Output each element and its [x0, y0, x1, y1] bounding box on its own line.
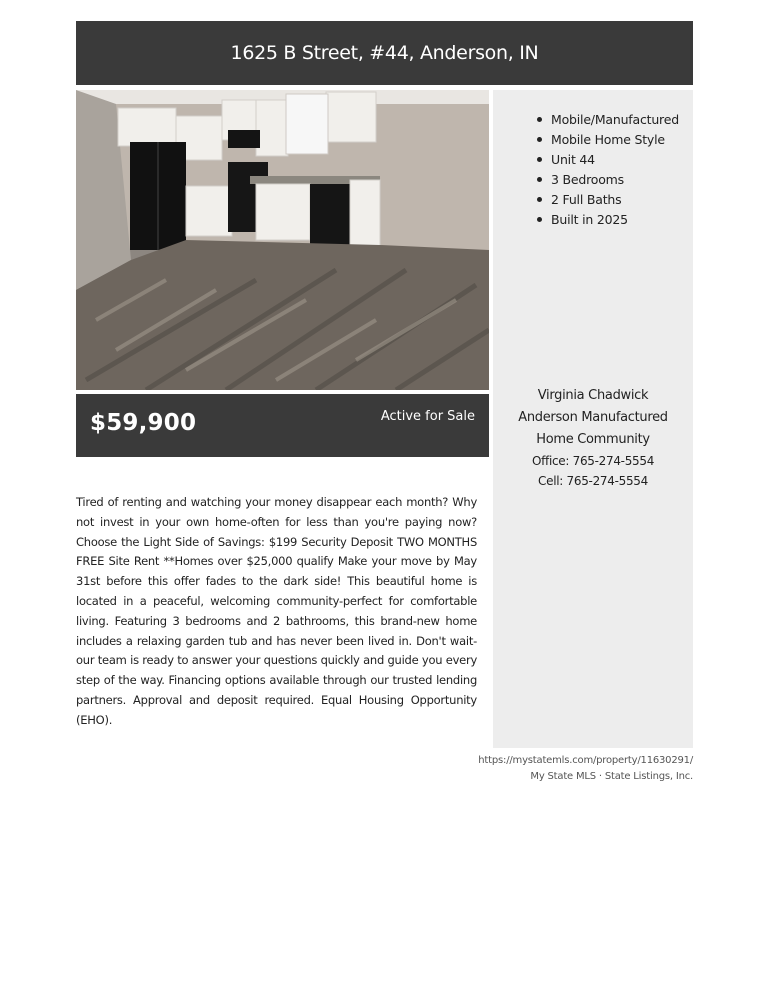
feature-item: Built in 2025 — [533, 210, 679, 230]
agent-company-line2: Home Community — [536, 432, 650, 447]
agent-contact — [493, 385, 693, 491]
listing-url[interactable]: https://mystatemls.com/property/11630291/ — [478, 755, 693, 766]
feature-item: Unit 44 — [533, 150, 679, 170]
price-bar — [76, 394, 489, 457]
agent-name: Virginia Chadwick — [537, 388, 649, 403]
feature-item: Mobile/Manufactured — [533, 110, 679, 130]
listing-price: $59,900 — [90, 410, 197, 436]
kitchen-photo — [76, 90, 489, 390]
listing-description: Tired of renting and watching your money disappear each month? Why not invest in your own home-often for less than you're paying now? Choose the Light Side of Savings: $199 Security Deposit TWO MONTHS FREE Site Rent **Homes over $25,000 qualify Make your move by May 31st before this offer fades to the dark side! This beautiful home is located in a peaceful, welcoming community-perfect for comfortable living. Featuring 3 bedrooms and 2 bathrooms, this brand-new home includes a relaxing garden tub and has never been lived in. Don't wait-our team is ready to answer your questions quickly and guide you every step of the way. Financing options available through our trusted lending partners. Approval and deposit required. Equal Housing Opportunity (EHO). — [76, 495, 477, 727]
listing-status: Active for Sale — [380, 409, 475, 424]
listing-source: My State MLS · State Listings, Inc. — [530, 771, 693, 782]
agent-company-line1: Anderson Manufactured — [518, 410, 668, 425]
listing-footer — [478, 753, 693, 785]
feature-item: 2 Full Baths — [533, 190, 679, 210]
feature-item: 3 Bedrooms — [533, 170, 679, 190]
feature-list — [533, 110, 679, 230]
agent-cell-phone: Cell: 765-274-5554 — [538, 474, 648, 488]
agent-office-phone: Office: 765-274-5554 — [531, 454, 655, 468]
details-panel — [493, 90, 693, 748]
feature-item: Mobile Home Style — [533, 130, 679, 150]
listing-address: 1625 B Street, #44, Anderson, IN — [230, 42, 539, 64]
listing-header — [76, 21, 693, 85]
